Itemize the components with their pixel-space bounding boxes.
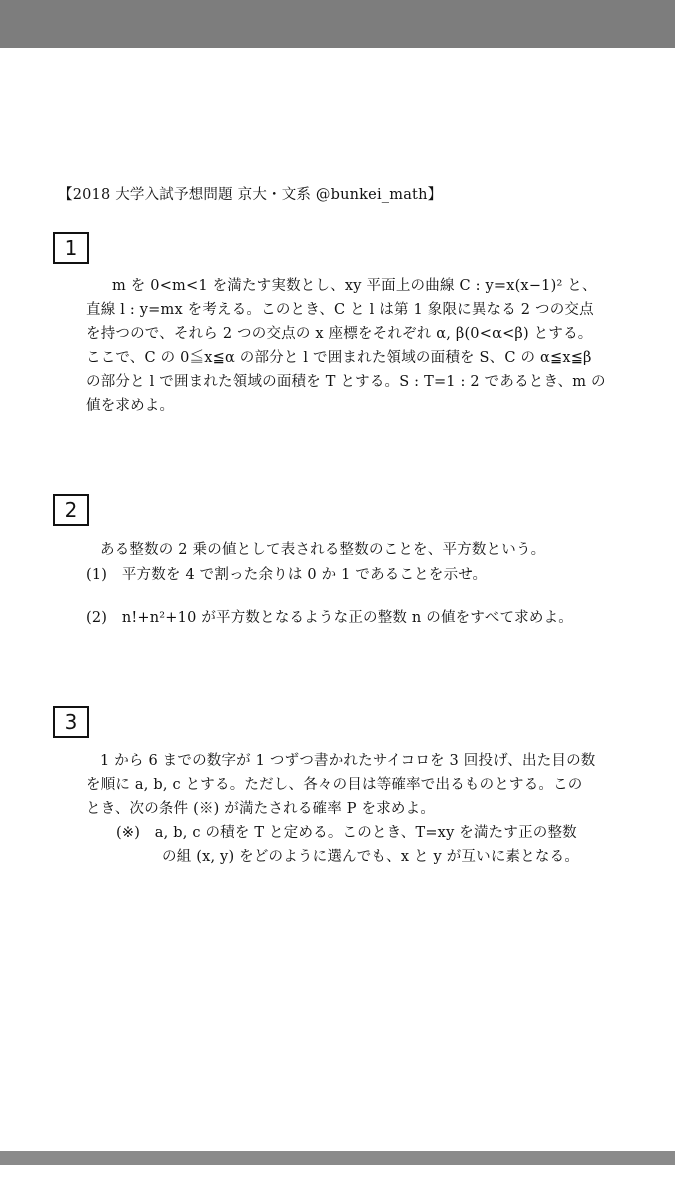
problem-2-part-1: (1) 平方数を 4 で割った余りは 0 か 1 であることを示せ。 bbox=[86, 567, 488, 583]
problem-1-line-1: m を 0<m<1 を満たす実数とし、xy 平面上の曲線 C : y=x(x−1)² と、 bbox=[112, 278, 597, 294]
problem-1-number-box: 1 bbox=[53, 232, 89, 264]
problem-3-line-2: を順に a, b, c とする。ただし、各々の目は等確率で出るものとする。この bbox=[86, 777, 583, 793]
top-bar bbox=[0, 0, 675, 48]
problem-1-line-4: ここで、C の 0≦x≦α の部分と l で囲まれた領域の面積を S、C の α≦x≦β bbox=[86, 350, 592, 366]
problem-3-line-3: とき、次の条件 (※) が満たされる確率 P を求めよ。 bbox=[86, 801, 436, 817]
problem-3-number-box: 3 bbox=[53, 706, 89, 738]
problem-2-number-box: 2 bbox=[53, 494, 89, 526]
page-header: 【2018 大学入試予想問題 京大・文系 @bunkei_math】 bbox=[58, 187, 443, 203]
problem-1-line-3: を持つので、それら 2 つの交点の x 座標をそれぞれ α, β(0<α<β) とする。 bbox=[86, 326, 593, 342]
problem-2-intro: ある整数の 2 乗の値として表される整数のことを、平方数という。 bbox=[100, 542, 546, 558]
problem-3-condition-line-1: (※) a, b, c の積を T と定める。このとき、T=xy を満たす正の整数 bbox=[116, 825, 577, 841]
problem-1-line-2: 直線 l : y=mx を考える。このとき、C と l は第 1 象限に異なる 2 つの交点 bbox=[86, 302, 594, 318]
problem-3-condition-line-2: の組 (x, y) をどのように選んでも、x と y が互いに素となる。 bbox=[162, 849, 580, 865]
problem-2-part-2: (2) n!+n²+10 が平方数となるような正の整数 n の値をすべて求めよ。 bbox=[86, 610, 573, 626]
problem-3-line-1: 1 から 6 までの数字が 1 つずつ書かれたサイコロを 3 回投げ、出た目の数 bbox=[100, 753, 596, 769]
bottom-bar bbox=[0, 1151, 675, 1165]
problem-1-line-6: 値を求めよ。 bbox=[86, 398, 175, 414]
problem-1-line-5: の部分と l で囲まれた領域の面積を T とする。S : T=1 : 2 であるとき、m の bbox=[86, 374, 606, 390]
